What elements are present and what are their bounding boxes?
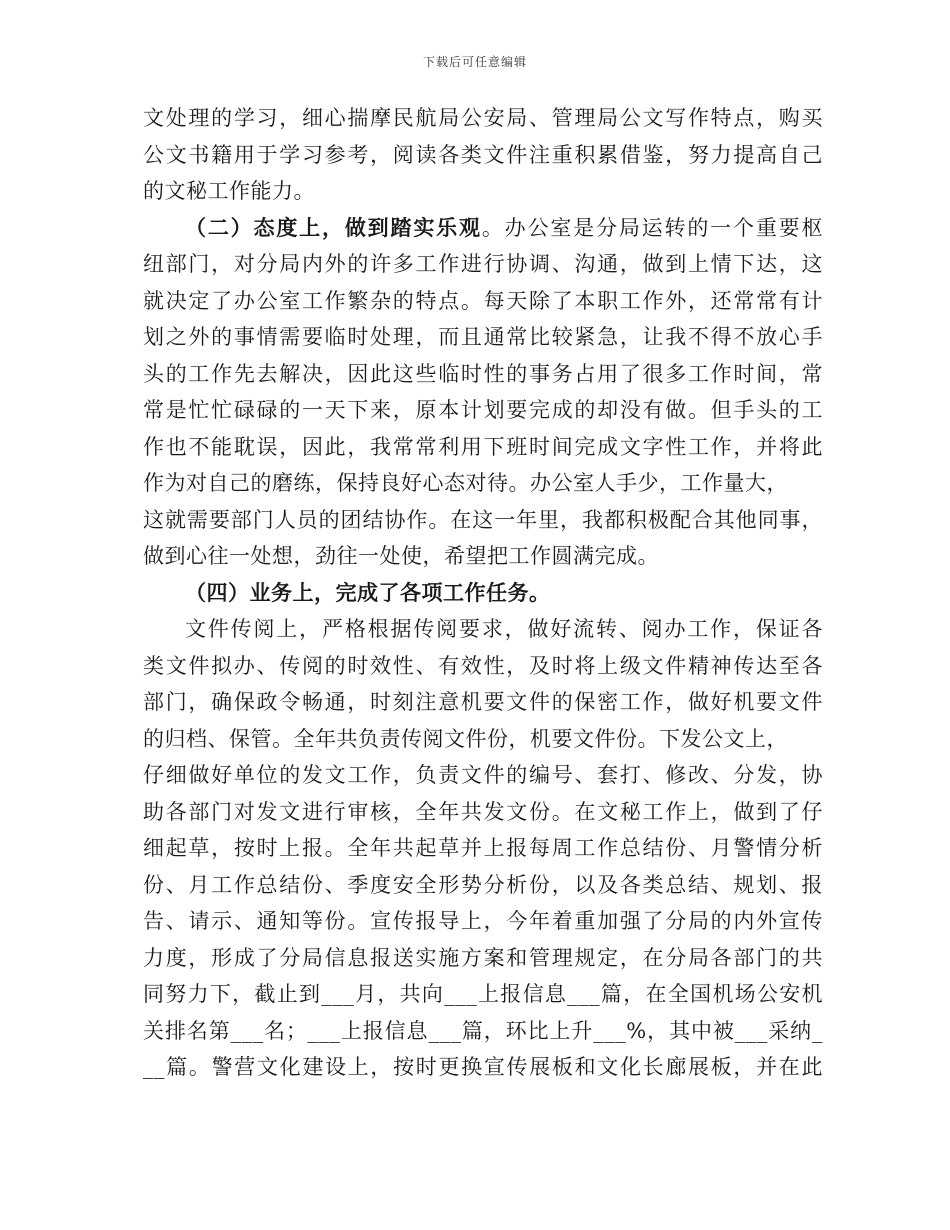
text-line: 纽部门，对分局内外的许多工作进行协调、沟通，做到上情下达，这 bbox=[143, 252, 823, 276]
text-line: 类文件拟办、传阅的时效性、有效性，及时将上级文件精神传达至各 bbox=[143, 653, 823, 678]
text-line: 助各部门对发文进行审核，全年共发文份。在文秘工作上，做到了仔 bbox=[143, 799, 823, 824]
text-line: __篇。警营文化建设上，按时更换宣传展板和文化长廊展板，并在此 bbox=[143, 1055, 823, 1079]
section-heading: （四）业务上，完成了各项工作任务。 bbox=[185, 579, 551, 605]
text-line: 的文秘工作能力。 bbox=[143, 179, 315, 203]
text-line: 这就需要部门人员的团结协作。在这一年里，我都积极配合其他同事， bbox=[143, 507, 823, 532]
text-line: 头的工作先去解决，因此这些临时性的事务占用了很多工作时间，常 bbox=[143, 361, 823, 386]
text-line: 的归档、保管。全年共负责传阅文件份，机要文件份。下发公文上， bbox=[143, 726, 788, 751]
text-line: 作为对自己的磨练，保持良好心态对待。办公室人手少，工作量大， bbox=[143, 471, 788, 495]
section-heading: （二）态度上，做到踏实乐观 bbox=[185, 214, 482, 240]
text-line: 告、请示、通知等份。宣传报导上，今年着重加强了分局的内外宣传 bbox=[143, 909, 823, 933]
text-line: 仔细做好单位的发文工作，负责文件的编号、套打、修改、分发，协 bbox=[143, 763, 823, 787]
text-line: 常是忙忙碌碌的一天下来，原本计划要完成的却没有做。但手头的工 bbox=[143, 398, 823, 422]
text-line: 文处理的学习，细心揣摩民航局公安局、管理局公文写作特点，购买 bbox=[143, 106, 823, 130]
text-line: 同努力下，截止到___月，共向___上报信息___篇，在全国机场公安机 bbox=[143, 982, 823, 1006]
text-line: 作也不能耽误，因此，我常常利用下班时间完成文字性工作，并将此 bbox=[143, 434, 823, 459]
text-span: 。办公室是分局运转的一个重要枢 bbox=[481, 215, 824, 240]
document-body bbox=[143, 100, 823, 1086]
text-line bbox=[143, 210, 823, 247]
text-line: 细起草，按时上报。全年共起草并上报每周工作总结份、月警情分析 bbox=[143, 836, 823, 860]
text-line: 关排名第___名；___上报信息___篇，环比上升___%，其中被___采纳_ bbox=[143, 1018, 823, 1043]
text-line: 就决定了办公室工作繁杂的特点。每天除了本职工作外，还常常有计 bbox=[143, 288, 823, 313]
text-line: 公文书籍用于学习参考，阅读各类文件注重积累借鉴，努力提高自己 bbox=[143, 142, 823, 167]
page-header: 下载后可任意编辑 bbox=[422, 55, 527, 69]
text-line: 部门，确保政令畅通，时刻注意机要文件的保密工作，做好机要文件 bbox=[143, 690, 823, 714]
text-line: 做到心往一处想，劲往一处使，希望把工作圆满完成。 bbox=[143, 544, 659, 568]
text-line: 文件传阅上，严格根据传阅要求，做好流转、阅办工作，保证各 bbox=[185, 617, 823, 641]
text-line: 力度，形成了分局信息报送实施方案和管理规定，在分局各部门的共 bbox=[143, 945, 823, 970]
text-line: 份、月工作总结份、季度安全形势分析份，以及各类总结、规划、报 bbox=[143, 872, 823, 897]
text-line: 划之外的事情需要临时处理，而且通常比较紧急，让我不得不放心手 bbox=[143, 325, 823, 349]
